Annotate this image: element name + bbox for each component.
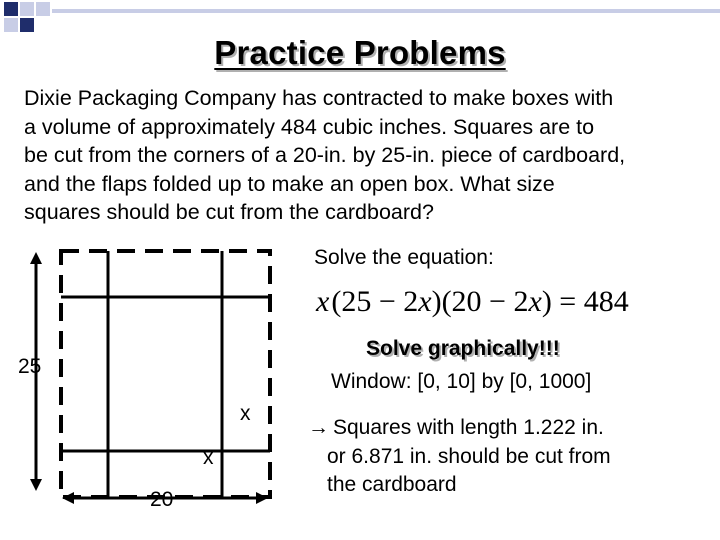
problem-line: a volume of approximately 484 cubic inches. Squares are to [24,114,595,139]
solve-equation-label: Solve the equation: [314,246,494,269]
window-setting: Window: [0, 10] by [0, 1000] [331,370,592,393]
corner-x-label: x [240,402,251,425]
volume-equation [310,278,670,328]
equation-var: x [418,285,432,318]
corner-x-label: x [203,446,214,469]
problem-line: Dixie Packaging Company has contracted to make boxes with [24,86,614,110]
equation-text: (25 − 2 [331,285,419,318]
result-line: Squares with length 1.222 in. [333,416,604,439]
cardboard-outline [61,251,270,497]
equation-text: )(20 − 2 [431,285,529,318]
svg-text:x(25 − 2x)(20 − 2x) = 484 [315,285,629,318]
equation-var: x [528,285,542,318]
problem-line: be cut from the corners of a 20-in. by 25-in. piece of cardboard, [24,143,626,168]
equation-text: ) = 484 [541,285,629,318]
height-label: 25 [18,355,42,378]
result-line: or 6.871 in. should be cut from [327,444,611,468]
page-title: Practice Problems [214,34,506,71]
result-text [308,414,688,500]
arrow-right-icon: → [308,416,329,439]
equation-var: x [316,285,330,318]
solve-graphically-label: Solve graphically!!! [366,337,560,360]
result-line: the cardboard [327,473,457,496]
problem-line: squares should be cut from the cardboard? [24,200,434,225]
problem-line: and the flaps folded up to make an open box. What size [24,171,555,196]
width-label: 20 [150,488,174,511]
